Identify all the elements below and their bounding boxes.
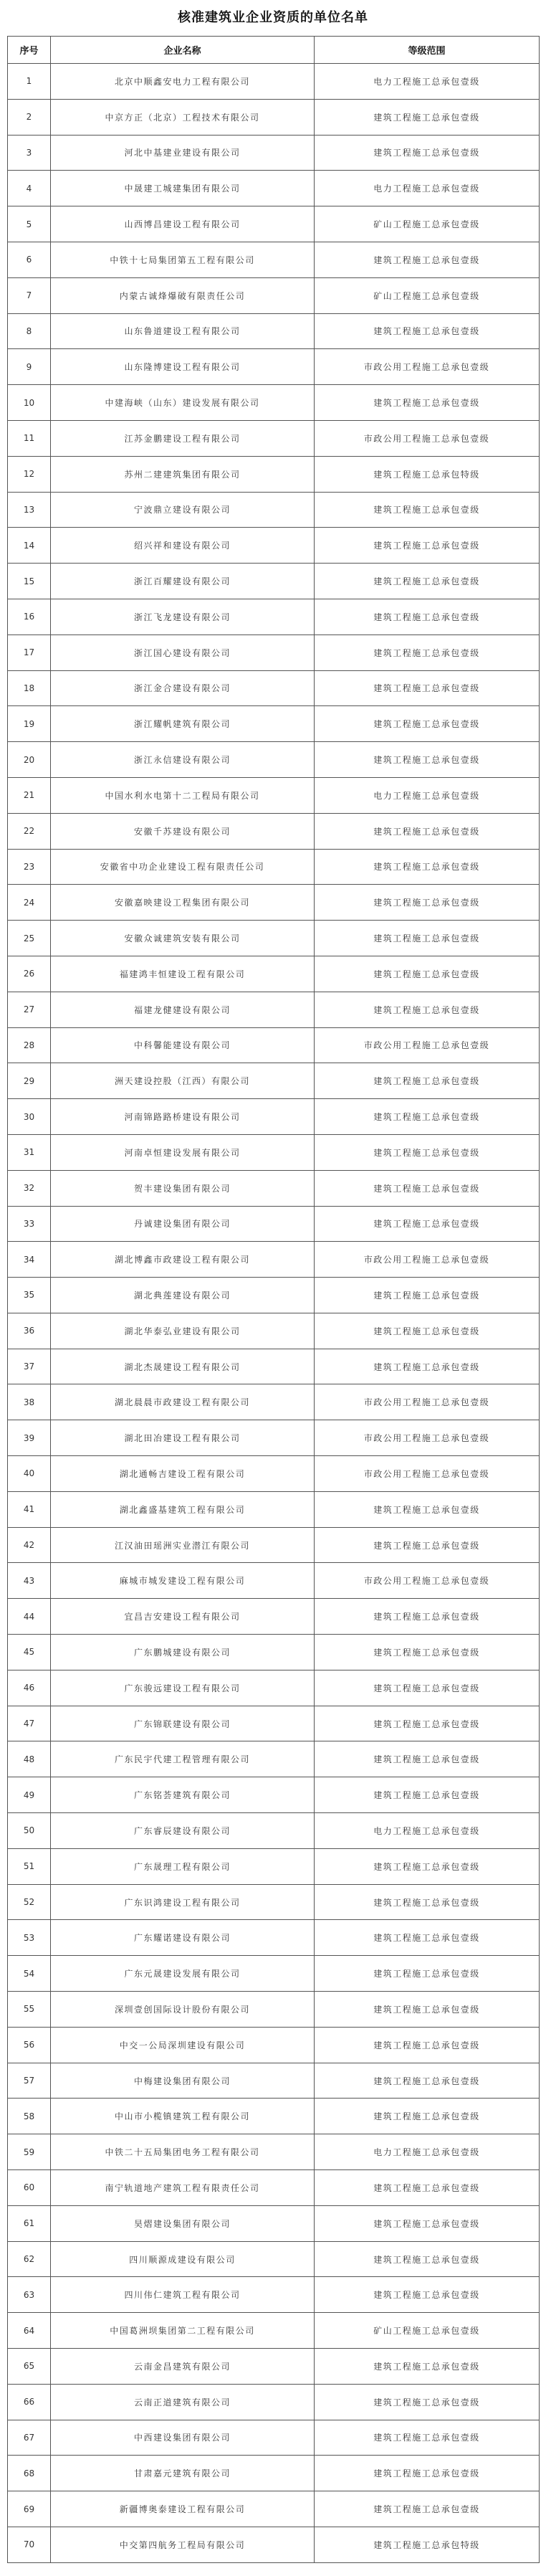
- table-row: [8, 2491, 540, 2527]
- row-company-name: 浙江金合建设有限公司: [51, 670, 315, 706]
- row-grade-scope: 建筑工程施工总承包壹级: [315, 492, 540, 528]
- header-row: [8, 37, 540, 64]
- table-row: [8, 1777, 540, 1813]
- row-company-name: 中建海峡（山东）建设发展有限公司: [51, 385, 315, 421]
- row-number: 53: [8, 1920, 51, 1956]
- row-company-name: 宜昌吉安建设工程有限公司: [51, 1599, 315, 1635]
- row-number: 39: [8, 1420, 51, 1456]
- table-row: [8, 599, 540, 635]
- row-number: 66: [8, 2384, 51, 2420]
- row-grade-scope: 建筑工程施工总承包壹级: [315, 2205, 540, 2241]
- row-number: 33: [8, 1206, 51, 1242]
- row-grade-scope: 建筑工程施工总承包壹级: [315, 1706, 540, 1741]
- table-row: [8, 1527, 540, 1563]
- row-company-name: 福建龙健建设有限公司: [51, 992, 315, 1027]
- row-company-name: 湖北杰晟建设工程有限公司: [51, 1349, 315, 1384]
- row-company-name: 中山市小榄镇建筑工程有限公司: [51, 2099, 315, 2134]
- row-grade-scope: 建筑工程施工总承包壹级: [315, 1134, 540, 1170]
- table-row: [8, 2205, 540, 2241]
- table-row: [8, 1278, 540, 1313]
- table-row: [8, 2027, 540, 2063]
- row-number: 31: [8, 1134, 51, 1170]
- row-number: 60: [8, 2170, 51, 2206]
- table-row: [8, 921, 540, 956]
- table-row: [8, 2170, 540, 2206]
- table-row: [8, 849, 540, 885]
- row-grade-scope: 建筑工程施工总承包壹级: [315, 2099, 540, 2134]
- table-row: [8, 2456, 540, 2491]
- row-number: 64: [8, 2313, 51, 2349]
- row-grade-scope: 电力工程施工总承包壹级: [315, 777, 540, 813]
- row-grade-scope: 建筑工程施工总承包壹级: [315, 1491, 540, 1527]
- table-row: [8, 1599, 540, 1635]
- table-row: [8, 1063, 540, 1099]
- row-company-name: 湖北晨晨市政建设工程有限公司: [51, 1384, 315, 1420]
- row-number: 40: [8, 1456, 51, 1492]
- row-grade-scope: 建筑工程施工总承包壹级: [315, 1635, 540, 1670]
- row-company-name: 河南卓恒建设发展有限公司: [51, 1134, 315, 1170]
- row-grade-scope: 建筑工程施工总承包壹级: [315, 742, 540, 778]
- row-number: 69: [8, 2491, 51, 2527]
- row-number: 70: [8, 2527, 51, 2562]
- row-grade-scope: 建筑工程施工总承包壹级: [315, 1670, 540, 1706]
- row-number: 9: [8, 349, 51, 385]
- row-number: 24: [8, 885, 51, 921]
- row-number: 57: [8, 2063, 51, 2099]
- row-number: 2: [8, 99, 51, 135]
- row-number: 55: [8, 1992, 51, 2028]
- row-grade-scope: 建筑工程施工总承包壹级: [315, 2027, 540, 2063]
- row-number: 52: [8, 1884, 51, 1920]
- row-number: 29: [8, 1063, 51, 1099]
- row-company-name: 云南金昌建筑有限公司: [51, 2349, 315, 2385]
- table-row: [8, 1635, 540, 1670]
- row-grade-scope: 矿山工程施工总承包壹级: [315, 2313, 540, 2349]
- table-row: [8, 1884, 540, 1920]
- header-company: 企业名称: [51, 37, 315, 64]
- row-grade-scope: 建筑工程施工总承包壹级: [315, 635, 540, 670]
- row-number: 13: [8, 492, 51, 528]
- row-grade-scope: 建筑工程施工总承包壹级: [315, 2349, 540, 2385]
- row-company-name: 安徽千苏建设有限公司: [51, 813, 315, 849]
- row-number: 50: [8, 1813, 51, 1849]
- table-row: [8, 1956, 540, 1992]
- row-grade-scope: 建筑工程施工总承包壹级: [315, 135, 540, 171]
- row-company-name: 四川伟仁建筑工程有限公司: [51, 2277, 315, 2313]
- table-row: [8, 135, 540, 171]
- row-number: 19: [8, 706, 51, 742]
- row-company-name: 内蒙古诚烽爆破有限责任公司: [51, 277, 315, 313]
- table-row: [8, 99, 540, 135]
- row-company-name: 广东骏远建设工程有限公司: [51, 1670, 315, 1706]
- row-company-name: 湖北典莲建设有限公司: [51, 1278, 315, 1313]
- row-company-name: 甘肃嘉元建筑有限公司: [51, 2456, 315, 2491]
- table-row: [8, 2349, 540, 2385]
- row-company-name: 湖北田冶建设工程有限公司: [51, 1420, 315, 1456]
- row-grade-scope: 建筑工程施工总承包壹级: [315, 956, 540, 992]
- table-row: [8, 635, 540, 670]
- row-number: 44: [8, 1599, 51, 1635]
- row-grade-scope: 市政公用工程施工总承包壹级: [315, 1420, 540, 1456]
- row-grade-scope: 建筑工程施工总承包壹级: [315, 242, 540, 277]
- row-number: 68: [8, 2456, 51, 2491]
- table-row: [8, 564, 540, 599]
- table-row: [8, 956, 540, 992]
- table-row: [8, 1170, 540, 1206]
- row-grade-scope: 建筑工程施工总承包壹级: [315, 1777, 540, 1813]
- row-company-name: 中铁十七局集团第五工程有限公司: [51, 242, 315, 277]
- row-number: 47: [8, 1706, 51, 1741]
- table-header: [8, 37, 540, 64]
- row-grade-scope: 建筑工程施工总承包壹级: [315, 1313, 540, 1349]
- row-number: 54: [8, 1956, 51, 1992]
- header-grade: 等级范围: [315, 37, 540, 64]
- row-number: 12: [8, 456, 51, 492]
- table-row: [8, 2420, 540, 2456]
- table-row: [8, 420, 540, 456]
- row-number: 61: [8, 2205, 51, 2241]
- row-company-name: 浙江国心建设有限公司: [51, 635, 315, 670]
- table-row: [8, 1741, 540, 1777]
- row-company-name: 安徽众诚建筑安装有限公司: [51, 921, 315, 956]
- row-grade-scope: 市政公用工程施工总承包壹级: [315, 1563, 540, 1599]
- row-company-name: 丹诚建设集团有限公司: [51, 1206, 315, 1242]
- row-grade-scope: 建筑工程施工总承包壹级: [315, 2063, 540, 2099]
- row-grade-scope: 建筑工程施工总承包壹级: [315, 1206, 540, 1242]
- table-row: [8, 2313, 540, 2349]
- row-company-name: 广东铭荟建筑有限公司: [51, 1777, 315, 1813]
- row-number: 18: [8, 670, 51, 706]
- row-company-name: 浙江百耀建设有限公司: [51, 564, 315, 599]
- row-grade-scope: 市政公用工程施工总承包壹级: [315, 1242, 540, 1278]
- row-grade-scope: 建筑工程施工总承包壹级: [315, 1848, 540, 1884]
- row-company-name: 中晟建工城建集团有限公司: [51, 171, 315, 206]
- row-number: 5: [8, 206, 51, 242]
- row-company-name: 麻城市城发建设工程有限公司: [51, 1563, 315, 1599]
- row-company-name: 山东隆博建设工程有限公司: [51, 349, 315, 385]
- table-row: [8, 277, 540, 313]
- row-grade-scope: 建筑工程施工总承包壹级: [315, 1099, 540, 1135]
- table-row: [8, 1920, 540, 1956]
- row-company-name: 中交第四航务工程局有限公司: [51, 2527, 315, 2562]
- table-row: [8, 777, 540, 813]
- table-row: [8, 64, 540, 100]
- table-row: [8, 1349, 540, 1384]
- table-row: [8, 2384, 540, 2420]
- table-row: [8, 1134, 540, 1170]
- row-grade-scope: 市政公用工程施工总承包壹级: [315, 349, 540, 385]
- table-row: [8, 171, 540, 206]
- row-number: 38: [8, 1384, 51, 1420]
- table-row: [8, 670, 540, 706]
- row-company-name: 浙江永信建设有限公司: [51, 742, 315, 778]
- table-row: [8, 385, 540, 421]
- table-row: [8, 313, 540, 349]
- row-grade-scope: 建筑工程施工总承包壹级: [315, 313, 540, 349]
- row-grade-scope: 建筑工程施工总承包壹级: [315, 921, 540, 956]
- row-company-name: 贺丰建设集团有限公司: [51, 1170, 315, 1206]
- row-number: 20: [8, 742, 51, 778]
- page-title: 核准建筑业企业资质的单位名单: [178, 10, 368, 25]
- table-row: [8, 1563, 540, 1599]
- row-company-name: 中铁二十五局集团电务工程有限公司: [51, 2134, 315, 2170]
- row-company-name: 广东民宇代建工程管理有限公司: [51, 1741, 315, 1777]
- table-row: [8, 1313, 540, 1349]
- row-grade-scope: 建筑工程施工总承包壹级: [315, 1599, 540, 1635]
- row-company-name: 中国水利水电第十二工程局有限公司: [51, 777, 315, 813]
- row-company-name: 安徽嘉映建设工程集团有限公司: [51, 885, 315, 921]
- table-row: [8, 1848, 540, 1884]
- row-company-name: 昊熠建设集团有限公司: [51, 2205, 315, 2241]
- row-grade-scope: 市政公用工程施工总承包壹级: [315, 420, 540, 456]
- row-company-name: 南宁轨道地产建筑工程有限责任公司: [51, 2170, 315, 2206]
- row-company-name: 中科馨能建设有限公司: [51, 1027, 315, 1063]
- row-grade-scope: 建筑工程施工总承包壹级: [315, 885, 540, 921]
- row-number: 59: [8, 2134, 51, 2170]
- table-row: [8, 456, 540, 492]
- row-number: 56: [8, 2027, 51, 2063]
- table-row: [8, 2099, 540, 2134]
- row-company-name: 广东耀诺建设有限公司: [51, 1920, 315, 1956]
- row-grade-scope: 建筑工程施工总承包壹级: [315, 599, 540, 635]
- row-grade-scope: 建筑工程施工总承包壹级: [315, 2456, 540, 2491]
- table-row: [8, 2063, 540, 2099]
- row-number: 48: [8, 1741, 51, 1777]
- row-number: 43: [8, 1563, 51, 1599]
- row-number: 67: [8, 2420, 51, 2456]
- row-grade-scope: 建筑工程施工总承包壹级: [315, 2277, 540, 2313]
- row-company-name: 广东识鸿建设工程有限公司: [51, 1884, 315, 1920]
- row-grade-scope: 建筑工程施工总承包壹级: [315, 564, 540, 599]
- table-row: [8, 528, 540, 564]
- row-grade-scope: 建筑工程施工总承包壹级: [315, 849, 540, 885]
- row-number: 34: [8, 1242, 51, 1278]
- row-number: 11: [8, 420, 51, 456]
- table-row: [8, 1242, 540, 1278]
- row-company-name: 绍兴祥和建设有限公司: [51, 528, 315, 564]
- row-company-name: 江汉油田瑶洲实业潜江有限公司: [51, 1527, 315, 1563]
- row-company-name: 广东锦联建设有限公司: [51, 1706, 315, 1741]
- table-row: [8, 1206, 540, 1242]
- row-company-name: 中国葛洲坝集团第二工程有限公司: [51, 2313, 315, 2349]
- row-grade-scope: 电力工程施工总承包壹级: [315, 171, 540, 206]
- table-row: [8, 706, 540, 742]
- table-row: [8, 492, 540, 528]
- row-number: 63: [8, 2277, 51, 2313]
- row-number: 45: [8, 1635, 51, 1670]
- row-number: 28: [8, 1027, 51, 1063]
- row-company-name: 浙江耀帆建筑有限公司: [51, 706, 315, 742]
- row-number: 6: [8, 242, 51, 277]
- row-company-name: 宁波鼎立建设有限公司: [51, 492, 315, 528]
- row-grade-scope: 电力工程施工总承包壹级: [315, 1813, 540, 1849]
- row-grade-scope: 建筑工程施工总承包壹级: [315, 2384, 540, 2420]
- row-grade-scope: 建筑工程施工总承包壹级: [315, 1278, 540, 1313]
- table-row: [8, 885, 540, 921]
- table-row: [8, 1992, 540, 2028]
- row-number: 14: [8, 528, 51, 564]
- row-number: 7: [8, 277, 51, 313]
- row-grade-scope: 建筑工程施工总承包壹级: [315, 99, 540, 135]
- row-number: 10: [8, 385, 51, 421]
- table-row: [8, 2134, 540, 2170]
- row-grade-scope: 建筑工程施工总承包壹级: [315, 1063, 540, 1099]
- row-company-name: 湖北华泰弘业建设有限公司: [51, 1313, 315, 1349]
- row-grade-scope: 建筑工程施工总承包壹级: [315, 385, 540, 421]
- header-number: 序号: [8, 37, 51, 64]
- table-row: [8, 1706, 540, 1741]
- row-number: 8: [8, 313, 51, 349]
- row-company-name: 广东睿辰建设有限公司: [51, 1813, 315, 1849]
- row-grade-scope: 建筑工程施工总承包壹级: [315, 2170, 540, 2206]
- table-row: [8, 2241, 540, 2277]
- table-row: [8, 1027, 540, 1063]
- table-row: [8, 1491, 540, 1527]
- row-grade-scope: 矿山工程施工总承包壹级: [315, 206, 540, 242]
- row-company-name: 中梅建设集团有限公司: [51, 2063, 315, 2099]
- row-number: 65: [8, 2349, 51, 2385]
- row-company-name: 河北中基建业建设有限公司: [51, 135, 315, 171]
- row-number: 4: [8, 171, 51, 206]
- row-company-name: 四川顺源成建设有限公司: [51, 2241, 315, 2277]
- row-number: 15: [8, 564, 51, 599]
- row-number: 49: [8, 1777, 51, 1813]
- row-number: 37: [8, 1349, 51, 1384]
- row-company-name: 云南正道建筑有限公司: [51, 2384, 315, 2420]
- row-grade-scope: 市政公用工程施工总承包壹级: [315, 1384, 540, 1420]
- table-row: [8, 2277, 540, 2313]
- row-grade-scope: 市政公用工程施工总承包壹级: [315, 1456, 540, 1492]
- row-grade-scope: 建筑工程施工总承包特级: [315, 456, 540, 492]
- row-number: 17: [8, 635, 51, 670]
- row-grade-scope: 电力工程施工总承包壹级: [315, 64, 540, 100]
- row-company-name: 洲天建设控股（江西）有限公司: [51, 1063, 315, 1099]
- row-number: 35: [8, 1278, 51, 1313]
- row-grade-scope: 建筑工程施工总承包壹级: [315, 1527, 540, 1563]
- row-company-name: 湖北通畅吉建设工程有限公司: [51, 1456, 315, 1492]
- row-number: 42: [8, 1527, 51, 1563]
- row-company-name: 河南锦路路桥建设有限公司: [51, 1099, 315, 1135]
- row-number: 46: [8, 1670, 51, 1706]
- table-row: [8, 1456, 540, 1492]
- row-number: 27: [8, 992, 51, 1027]
- row-grade-scope: 建筑工程施工总承包壹级: [315, 992, 540, 1027]
- row-grade-scope: 建筑工程施工总承包壹级: [315, 2420, 540, 2456]
- row-number: 25: [8, 921, 51, 956]
- row-grade-scope: 建筑工程施工总承包壹级: [315, 1992, 540, 2028]
- row-grade-scope: 建筑工程施工总承包壹级: [315, 2241, 540, 2277]
- row-company-name: 湖北博鑫市政建设工程有限公司: [51, 1242, 315, 1278]
- row-grade-scope: 建筑工程施工总承包壹级: [315, 706, 540, 742]
- table-row: [8, 242, 540, 277]
- table-row: [8, 1384, 540, 1420]
- row-grade-scope: 建筑工程施工总承包特级: [315, 2527, 540, 2562]
- row-company-name: 湖北鑫盛基建筑工程有限公司: [51, 1491, 315, 1527]
- table-row: [8, 1813, 540, 1849]
- row-number: 3: [8, 135, 51, 171]
- row-company-name: 广东元晟建设发展有限公司: [51, 1956, 315, 1992]
- row-company-name: 中交一公局深圳建设有限公司: [51, 2027, 315, 2063]
- row-number: 1: [8, 64, 51, 100]
- row-company-name: 江苏金鹏建设工程有限公司: [51, 420, 315, 456]
- row-grade-scope: 建筑工程施工总承包壹级: [315, 670, 540, 706]
- row-grade-scope: 建筑工程施工总承包壹级: [315, 1349, 540, 1384]
- row-number: 23: [8, 849, 51, 885]
- row-grade-scope: 建筑工程施工总承包壹级: [315, 1956, 540, 1992]
- row-number: 36: [8, 1313, 51, 1349]
- row-grade-scope: 建筑工程施工总承包壹级: [315, 1884, 540, 1920]
- row-number: 30: [8, 1099, 51, 1135]
- table-row: [8, 1099, 540, 1135]
- table-row: [8, 349, 540, 385]
- row-company-name: 安徽省中功企业建设工程有限责任公司: [51, 849, 315, 885]
- row-company-name: 中京方正（北京）工程技术有限公司: [51, 99, 315, 135]
- row-company-name: 广东晟理工程有限公司: [51, 1848, 315, 1884]
- row-company-name: 山西博昌建设工程有限公司: [51, 206, 315, 242]
- row-number: 21: [8, 777, 51, 813]
- row-number: 26: [8, 956, 51, 992]
- row-grade-scope: 建筑工程施工总承包壹级: [315, 1741, 540, 1777]
- table-row: [8, 1670, 540, 1706]
- row-number: 22: [8, 813, 51, 849]
- row-grade-scope: 建筑工程施工总承包壹级: [315, 1920, 540, 1956]
- row-company-name: 深圳壹创国际设计股份有限公司: [51, 1992, 315, 2028]
- row-company-name: 福建鸿丰恒建设工程有限公司: [51, 956, 315, 992]
- row-grade-scope: 矿山工程施工总承包壹级: [315, 277, 540, 313]
- row-grade-scope: 建筑工程施工总承包壹级: [315, 2491, 540, 2527]
- row-number: 58: [8, 2099, 51, 2134]
- table-body: [8, 64, 540, 2563]
- row-number: 16: [8, 599, 51, 635]
- row-company-name: 新疆博奥泰建设工程有限公司: [51, 2491, 315, 2527]
- table-row: [8, 206, 540, 242]
- table-row: [8, 992, 540, 1027]
- row-company-name: 山东鲁道建设工程有限公司: [51, 313, 315, 349]
- row-grade-scope: 电力工程施工总承包壹级: [315, 2134, 540, 2170]
- row-company-name: 北京中顺鑫安电力工程有限公司: [51, 64, 315, 100]
- row-company-name: 苏州二建建筑集团有限公司: [51, 456, 315, 492]
- row-number: 41: [8, 1491, 51, 1527]
- row-company-name: 浙江飞龙建设有限公司: [51, 599, 315, 635]
- row-number: 51: [8, 1848, 51, 1884]
- row-grade-scope: 市政公用工程施工总承包壹级: [315, 1027, 540, 1063]
- row-grade-scope: 建筑工程施工总承包壹级: [315, 1170, 540, 1206]
- table-row: [8, 742, 540, 778]
- row-number: 32: [8, 1170, 51, 1206]
- row-company-name: 广东鹏城建设有限公司: [51, 1635, 315, 1670]
- row-number: 62: [8, 2241, 51, 2277]
- company-qualification-table: [7, 36, 540, 2563]
- table-row: [8, 2527, 540, 2562]
- row-grade-scope: 建筑工程施工总承包壹级: [315, 528, 540, 564]
- row-grade-scope: 建筑工程施工总承包壹级: [315, 813, 540, 849]
- table-row: [8, 1420, 540, 1456]
- table-row: [8, 813, 540, 849]
- row-company-name: 中西建设集团有限公司: [51, 2420, 315, 2456]
